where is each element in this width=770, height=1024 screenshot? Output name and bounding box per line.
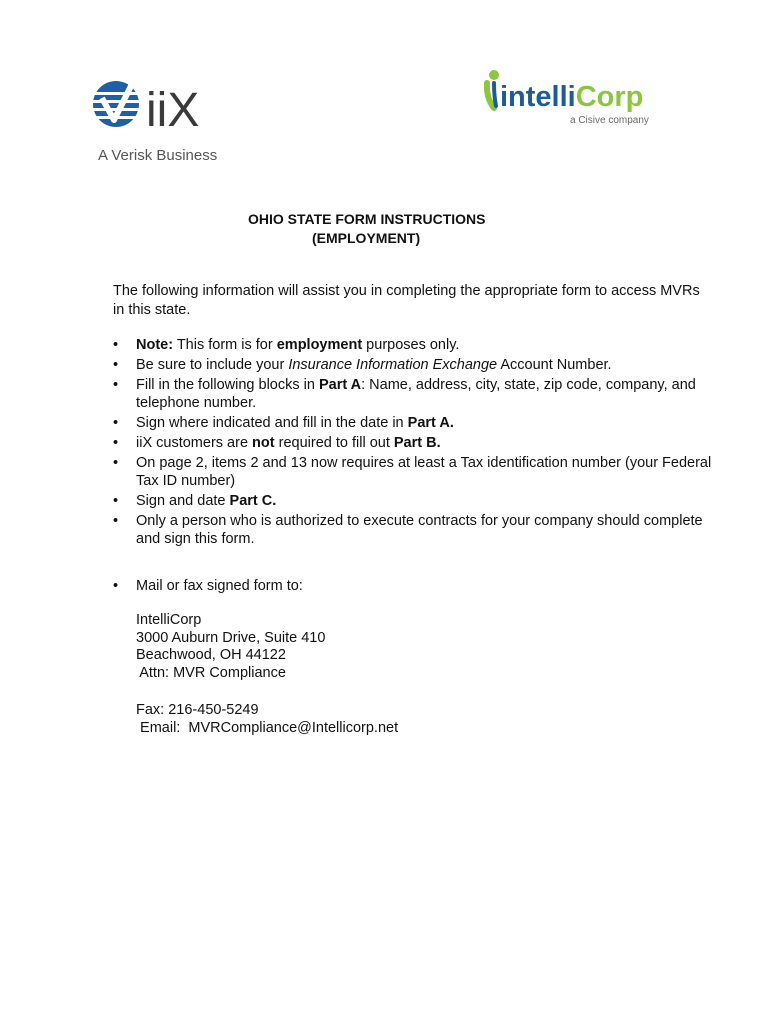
instruction-text: Insurance Information Exchange <box>288 357 498 373</box>
instruction-text: purposes only. <box>362 337 460 353</box>
instruction-text: Part B. <box>393 435 441 451</box>
instruction-text: iiX customers are <box>136 435 253 451</box>
address-line: 3000 Auburn Drive, Suite 410 <box>136 629 326 646</box>
instruction-item <box>113 414 713 432</box>
address-line: IntelliCorp <box>136 612 202 628</box>
instruction-item <box>113 454 716 490</box>
mail-instruction <box>113 577 303 595</box>
mailing-address <box>136 612 325 682</box>
instruction-text: Fill in the following blocks in <box>136 377 319 393</box>
iix-tagline: A Verisk Business <box>98 147 218 164</box>
instruction-text: This form is for <box>173 337 277 353</box>
bullet-icon: • <box>113 493 119 509</box>
fax-number: Fax: 216-450-5249 <box>136 702 259 718</box>
instruction-text: required to fill out <box>274 435 394 451</box>
instruction-item <box>113 512 713 548</box>
instruction-item <box>113 492 713 510</box>
intellicorp-wordmark-intelli: intelli <box>500 81 576 113</box>
instruction-text: Sign and date <box>136 493 230 509</box>
instruction-text: Note: <box>136 337 174 353</box>
address-line: Attn: MVR Compliance <box>136 664 286 681</box>
bullet-icon: • <box>113 513 119 529</box>
instruction-text: employment <box>276 337 363 353</box>
intellicorp-tagline: a Cisive company <box>570 115 649 126</box>
instruction-item <box>113 434 713 452</box>
intro-paragraph: The following information will assist you in completing the appropriate form to access MVRs in this state. <box>113 283 700 318</box>
instruction-text: Part A. <box>407 415 454 431</box>
iix-emblem-icon <box>92 81 140 127</box>
bullet-icon: • <box>113 578 119 594</box>
instruction-text: : Name, address, city, state, zip code, company, and telephone number. <box>136 377 700 411</box>
bullet-icon: • <box>113 357 119 373</box>
instruction-item <box>113 336 713 354</box>
bullet-icon: • <box>113 455 119 471</box>
contact-info <box>136 702 398 737</box>
instruction-text: On page 2, items 2 and 13 now requires at least a Tax identification number (your Federal Tax ID number) <box>136 455 716 489</box>
title-line-2: (EMPLOYMENT) <box>312 230 421 246</box>
address-line: Beachwood, OH 44122 <box>136 647 286 663</box>
intellicorp-logo <box>482 68 652 128</box>
email-address: Email: MVRCompliance@Intellicorp.net <box>136 719 399 736</box>
iix-logo <box>92 70 222 165</box>
instruction-item <box>113 356 713 374</box>
instruction-text: Part C. <box>229 493 277 509</box>
instruction-text: Part A <box>318 377 362 393</box>
bullet-icon: • <box>113 415 119 431</box>
instruction-item <box>113 376 713 412</box>
svg-text:intelliCorp <box>500 81 643 113</box>
iix-wordmark: iiX <box>146 84 200 137</box>
instruction-text: Sign where indicated and fill in the date in <box>136 415 408 431</box>
mail-label: Mail or fax signed form to: <box>136 578 303 594</box>
instruction-text: Only a person who is authorized to execute contracts for your company should complete and sign this form. <box>136 513 707 547</box>
title-line-1: OHIO STATE FORM INSTRUCTIONS <box>248 211 486 227</box>
instruction-text: Be sure to include your <box>136 357 289 373</box>
instruction-text: not <box>252 435 275 451</box>
instruction-list <box>113 336 716 550</box>
bullet-icon: • <box>113 435 119 451</box>
instruction-text: Account Number. <box>497 357 612 373</box>
bullet-icon: • <box>113 377 119 393</box>
intellicorp-swoosh-icon <box>487 70 499 108</box>
bullet-icon: • <box>113 337 119 353</box>
intellicorp-wordmark-corp: Corp <box>575 81 644 113</box>
